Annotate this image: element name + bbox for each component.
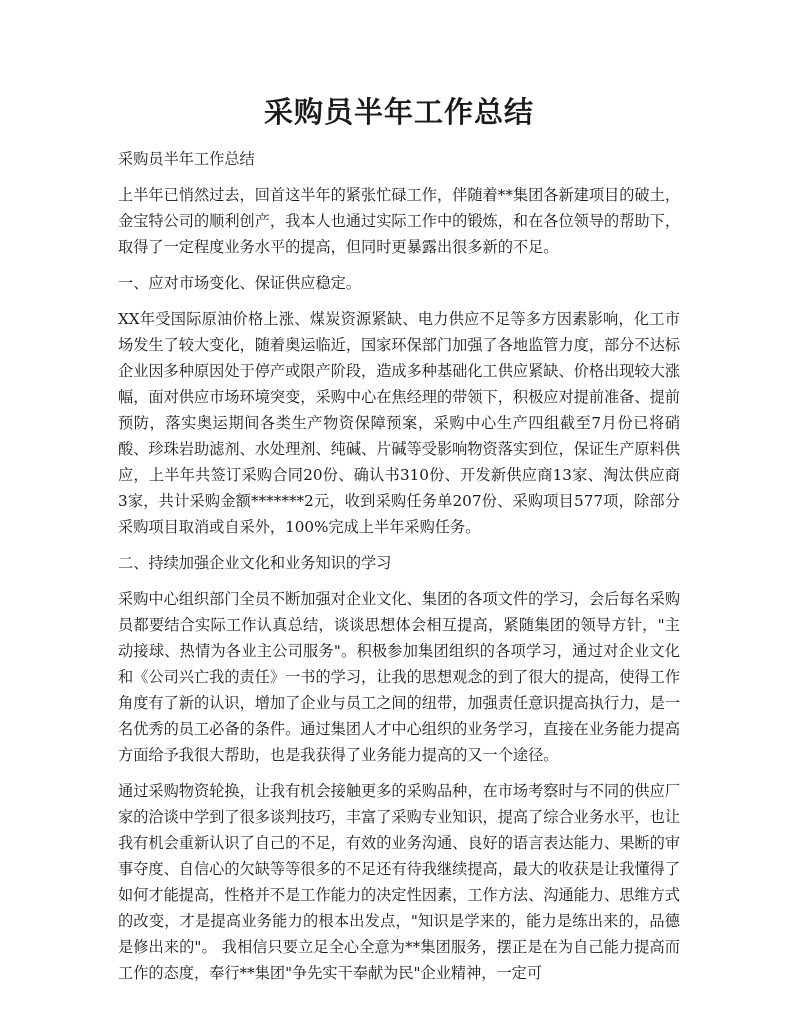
section-2-paragraph: 采购中心组织部门全员不断加强对企业文化、集团的各项文件的学习，会后每名采购员都要结合实际工作认真总结，谈谈思想体会相互提高，紧随集团的领导方针，"主动接球、热情为各业主公司服务"。积极参加集团组织的各项学习，通过对企业文化和《公司兴亡我的责任》一书的学习，让我的思想观念的到了很大的提高，使得工作角度有了新的认识，增加了企业与员工之间的纽带，加强责任意识提高执行力，是一名优秀的员工必备的条件。通过集团人才中心组织的业务学习，直接在业务能力提高方面给予我很大帮助，也是我获得了业务能力提高的又一个途径。 [118,590,680,764]
section-heading-2: 二、持续加强企业文化和业务知识的学习 [118,554,392,572]
intro-paragraph: 上半年已悄然过去，回首这半年的紧张忙碌工作，伴随着**集团各新建项目的破土，金宝特公司的顺利创产，我本人也通过实际工作中的锻炼，和在各位领导的帮助下，取得了一定程度业务水平的提高，但同时更暴露出很多新的不足。 [118,186,680,256]
subtitle-paragraph: 采购员半年工作总结 [118,150,255,168]
document-title: 采购员半年工作总结 [263,95,534,129]
section-1-paragraph: XX年受国际原油价格上涨、煤炭资源紧缺、电力供应不足等多方因素影响，化工市场发生了较大变化，随着奥运临近，国家环保部门加强了各地监管力度，部分不达标企业因多种原因处于停产或限产阶段，造成多种基础化工供应紧缺、价格出现较大涨幅，面对供应市场环境突变，采购中心在焦经理的带领下，积极应对提前准备、提前预防，落实奥运期间各类生产物资保障预案，采购中心生产四组截至7月份已将硝酸、珍珠岩助滤剂、水处理剂、纯碱、片碱等受影响物资落实到位，保证生产原料供应，上半年共签订采购合同20份、确认书310份、开发新供应商13家、淘汰供应商3家，共计采购金额*******2元，收到采购任务单207份、采购项目577项，除部分采购项目取消或自采外，100%完成上半年采购任务。 [118,310,680,536]
section-heading-1: 一、应对市场变化、保证供应稳定。 [118,274,361,292]
section-2-paragraph-continued: 通过采购物资轮换，让我有机会接触更多的采购品种，在市场考察时与不同的供应厂家的洽谈中学到了很多谈判技巧，丰富了采购专业知识，提高了综合业务水平，也让我有机会重新认识了自己的不足，有效的业务沟通、良好的语言表达能力、果断的审事夺度、自信心的欠缺等等很多的不足还有待我继续提高，最大的收获是让我懂得了如何才能提高，性格并不是工作能力的决定性因素，工作方法、沟通能力、思维方式的改变，才是提高业务能力的根本出发点，"知识是学来的，能力是练出来的，品德是修出来的"。 我相信只要立足全心全意为**集团服务，摆正是在为自己能力提高而工作的态度，奉行**集团"争先实干奉献为民"企业精神，一定可 [118,782,680,982]
document-body [118,146,680,996]
